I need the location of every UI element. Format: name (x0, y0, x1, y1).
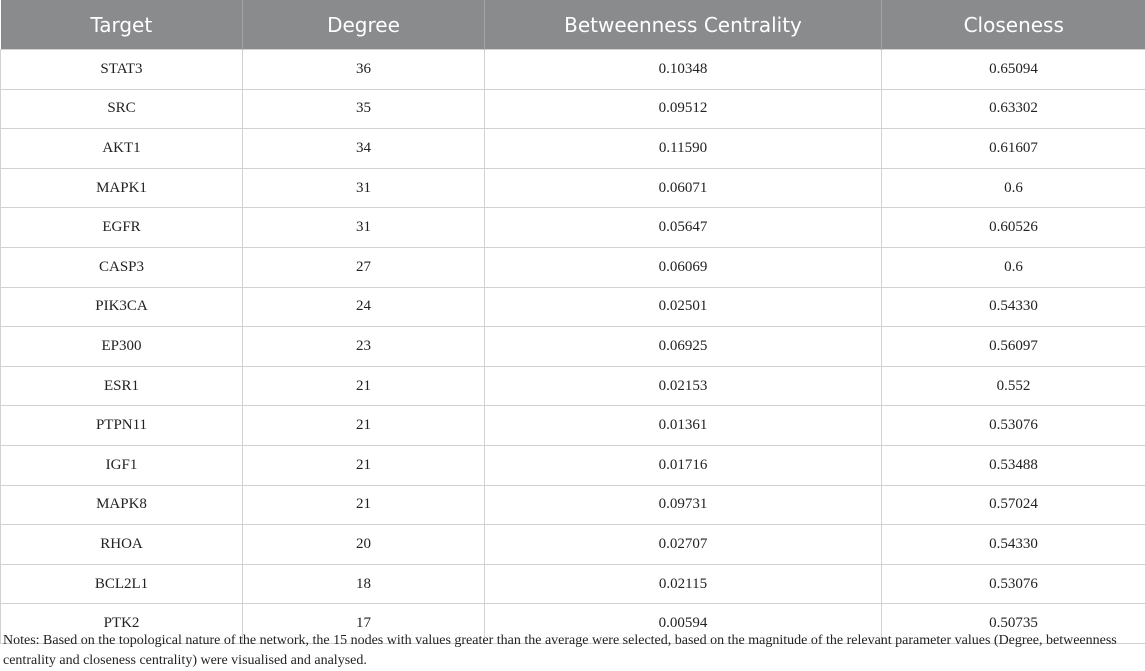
cell-target: BCL2L1 (1, 564, 243, 604)
cell-closeness: 0.56097 (882, 327, 1145, 367)
cell-target: PIK3CA (1, 287, 243, 327)
cell-betweenness: 0.11590 (485, 129, 882, 169)
cell-betweenness: 0.09731 (485, 485, 882, 525)
header-betweenness-centrality: Betweenness Centrality (485, 0, 882, 50)
cell-target: MAPK8 (1, 485, 243, 525)
cell-closeness: 0.57024 (882, 485, 1145, 525)
header-degree: Degree (243, 0, 485, 50)
cell-target: AKT1 (1, 129, 243, 169)
cell-degree: 18 (243, 564, 485, 604)
cell-degree: 21 (243, 485, 485, 525)
cell-betweenness: 0.06071 (485, 168, 882, 208)
cell-target: MAPK1 (1, 168, 243, 208)
cell-closeness: 0.53076 (882, 406, 1145, 446)
cell-betweenness: 0.00594 (485, 604, 882, 644)
cell-betweenness: 0.05647 (485, 208, 882, 248)
cell-degree: 34 (243, 129, 485, 169)
cell-target: SRC (1, 89, 243, 129)
table-header (1, 0, 1145, 50)
cell-degree: 24 (243, 287, 485, 327)
table-row (1, 168, 1145, 208)
cell-closeness: 0.60526 (882, 208, 1145, 248)
header-closeness: Closeness (963, 12, 1064, 37)
cell-closeness: 0.53076 (882, 564, 1145, 604)
cell-closeness: 0.50735 (882, 604, 1145, 644)
header-target: Target (1, 0, 243, 50)
header-row (1, 0, 1145, 50)
cell-betweenness: 0.01361 (485, 406, 882, 446)
cell-betweenness: 0.06925 (485, 327, 882, 367)
cell-target: PTK2 (1, 604, 243, 644)
cell-betweenness: 0.10348 (485, 50, 882, 90)
cell-closeness: 0.65094 (882, 50, 1145, 90)
table-row (1, 129, 1145, 169)
cell-closeness: 0.54330 (882, 525, 1145, 565)
table-body (1, 50, 1145, 644)
table-row (1, 50, 1145, 90)
table-row (1, 247, 1145, 287)
cell-degree: 21 (243, 366, 485, 406)
table-row (1, 287, 1145, 327)
cell-closeness: 0.63302 (882, 89, 1145, 129)
cell-betweenness: 0.09512 (485, 89, 882, 129)
cell-target: CASP3 (1, 247, 243, 287)
cell-target: PTPN11 (1, 406, 243, 446)
cell-target: ESR1 (1, 366, 243, 406)
cell-degree: 21 (243, 445, 485, 485)
cell-target: RHOA (1, 525, 243, 565)
table-row (1, 485, 1145, 525)
table-row (1, 327, 1145, 367)
cell-betweenness: 0.02707 (485, 525, 882, 565)
cell-degree: 20 (243, 525, 485, 565)
table-row (1, 406, 1145, 446)
cell-closeness: 0.54330 (882, 287, 1145, 327)
cell-closeness: 0.61607 (882, 129, 1145, 169)
cell-degree: 35 (243, 89, 485, 129)
table-row (1, 89, 1145, 129)
cell-degree: 31 (243, 208, 485, 248)
cell-closeness: 0.53488 (882, 445, 1145, 485)
table-row (1, 366, 1145, 406)
cell-betweenness: 0.02501 (485, 287, 882, 327)
cell-degree: 31 (243, 168, 485, 208)
cell-betweenness: 0.02153 (485, 366, 882, 406)
cell-degree: 21 (243, 406, 485, 446)
cell-degree: 23 (243, 327, 485, 367)
cell-closeness: 0.552 (882, 366, 1145, 406)
table-notes: Notes: Based on the topological nature of the network, the 15 nodes with values greater than the average were selected, based on the magnitude of the relevant parameter values (Degree, betweenness centrality and closeness centrality) were visualised and analysed. (3, 633, 1117, 668)
cell-target: EGFR (1, 208, 243, 248)
cell-betweenness: 0.01716 (485, 445, 882, 485)
table-row (1, 445, 1145, 485)
cell-degree: 27 (243, 247, 485, 287)
table-row (1, 208, 1145, 248)
cell-betweenness: 0.06069 (485, 247, 882, 287)
cell-degree: 17 (243, 604, 485, 644)
cell-closeness: 0.6 (882, 247, 1145, 287)
cell-target: STAT3 (1, 50, 243, 90)
cell-degree: 36 (243, 50, 485, 90)
cell-closeness: 0.6 (882, 168, 1145, 208)
table-row (1, 525, 1145, 565)
cell-target: EP300 (1, 327, 243, 367)
cell-target: IGF1 (1, 445, 243, 485)
table-row (1, 564, 1145, 604)
cell-betweenness: 0.02115 (485, 564, 882, 604)
